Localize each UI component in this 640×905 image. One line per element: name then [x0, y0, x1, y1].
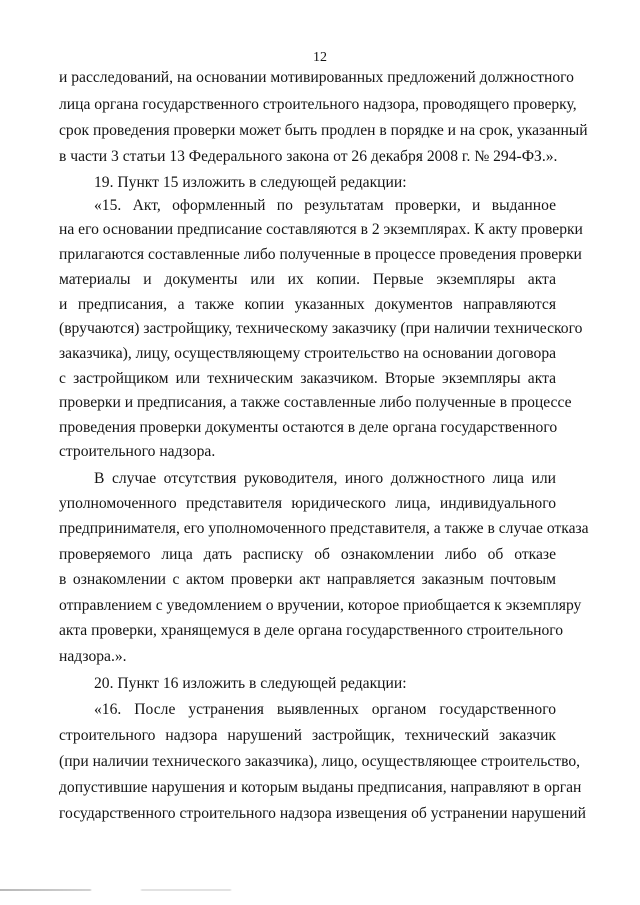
text-line: в части 3 статьи 13 Федерального закона от 26 декабря 2008 г. № 294-ФЗ.».: [59, 148, 558, 165]
text-line: заказчика), лицу, осуществляющему строительство на основании договора: [59, 345, 557, 362]
text-line: материалы и документы или их копии. Первые экземпляры акта: [59, 271, 556, 288]
text-line: В случае отсутствия руководителя, иного должностного лица или: [94, 470, 556, 487]
text-line: акта проверки, хранящемуся в деле органа государственного строительного: [59, 622, 564, 639]
text-line: прилагаются составленные либо полученные в процессе проведения проверки: [59, 246, 582, 263]
text-line: на его основании предписание составляются в 2 экземплярах. К акту проверки: [59, 221, 583, 238]
text-line: проверки и предписания, а также составленные либо полученные в процессе: [59, 394, 572, 411]
text-line: «16. После устранения выявленных органом государственного: [94, 701, 556, 718]
text-line: проверяемого лица дать расписку об ознакомлении либо об отказе: [59, 546, 556, 563]
text-line: 19. Пункт 15 изложить в следующей редакции:: [94, 174, 407, 191]
text-line: в ознакомлении с актом проверки акт направляется заказным почтовым: [59, 571, 556, 588]
text-line: строительного надзора.: [59, 443, 216, 460]
text-line: строительного надзора нарушений застройщик, технический заказчик: [59, 727, 556, 744]
text-line: с застройщиком или техническим заказчиком. Вторые экземпляры акта: [59, 370, 556, 387]
text-line: и предписания, а также копии указанных документов направляются: [59, 296, 556, 313]
text-line: государственного строительного надзора извещения об устранении нарушений: [59, 805, 586, 822]
text-line: лица органа государственного строительного надзора, проводящего проверку,: [59, 96, 577, 113]
text-line: и расследований, на основании мотивированных предложений должностного: [59, 69, 574, 86]
text-line: 20. Пункт 16 изложить в следующей редакции:: [94, 675, 407, 692]
text-line: проведения проверки документы остаются в деле органа государственного: [59, 419, 558, 436]
page-number: 12: [313, 50, 327, 65]
text-line: (вручаются) застройщику, техническому заказчику (при наличии технического: [59, 320, 583, 337]
text-line: отправлением с уведомлением о вручении, которое приобщается к экземпляру: [59, 597, 582, 614]
text-line: надзора.».: [59, 648, 127, 665]
text-line: предпринимателя, его уполномоченного представителя, а также в случае отказа: [59, 520, 589, 537]
text-line: допустившие нарушения и которым выданы предписания, направляют в орган: [59, 779, 582, 796]
text-line: (при наличии технического заказчика), лицо, осуществляющее строительство,: [59, 753, 581, 770]
text-line: «15. Акт, оформленный по результатам проверки, и выданное: [94, 197, 556, 214]
text-line: уполномоченного представителя юридического лица, индивидуального: [59, 495, 556, 512]
text-line: срок проведения проверки может быть продлен в порядке и на срок, указанный: [59, 122, 588, 139]
scan-edge-artifact: [0, 889, 640, 891]
